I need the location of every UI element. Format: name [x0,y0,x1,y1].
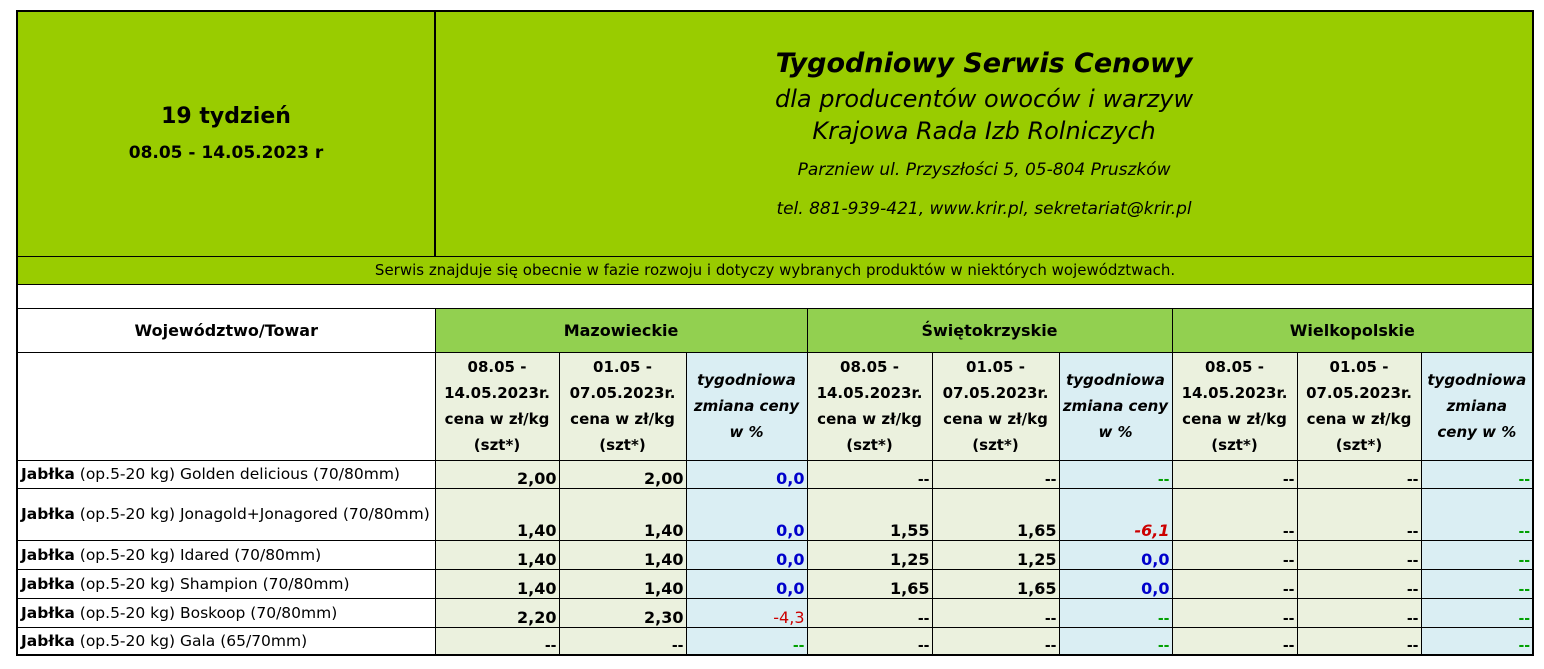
change-cell: 0,0 [686,569,807,598]
price-cell: -- [1297,598,1421,627]
product-type: Jabłka [21,465,75,483]
price-cell: 1,40 [559,540,686,569]
change-cell: -- [1059,598,1172,627]
price-cell: -- [1297,460,1421,488]
price-cell: 1,40 [559,488,686,540]
empty-header-cell [17,352,435,460]
col-weekly-change: tygodniowa zmiana ceny w % [1421,352,1533,460]
change-cell: 0,0 [686,540,807,569]
product-description: (op.5-20 kg) Gala (65/70mm) [74,631,308,650]
change-cell: -- [1421,569,1533,598]
table-row [17,488,1533,540]
price-rows [17,460,1533,655]
change-cell: -- [1421,540,1533,569]
product-description: (op.5-20 kg) Idared (70/80mm) [74,545,322,564]
price-cell: 1,40 [435,488,559,540]
price-cell: 1,40 [435,540,559,569]
title-block [435,11,1533,256]
price-cell: -- [1297,569,1421,598]
price-cell: -- [1172,627,1297,655]
week-dates: 08.05 - 14.05.2023 r [128,143,324,164]
price-cell: 1,65 [932,569,1059,598]
region-header-wielkopolskie: Wielkopolskie [1172,308,1533,352]
price-cell: 1,55 [807,488,932,540]
col-previous-price: 01.05 - 07.05.2023r. cena w zł/kg (szt*) [1297,352,1421,460]
price-cell: 2,30 [559,598,686,627]
organization-name: Krajowa Rada Izb Rolniczych [812,117,1156,146]
price-cell: 1,65 [932,488,1059,540]
price-cell: -- [807,598,932,627]
price-table [16,10,1534,656]
change-cell: -- [1059,460,1172,488]
service-subtitle: dla producentów owoców i warzyw [775,84,1194,113]
price-cell: -- [932,598,1059,627]
col-current-price: 08.05 - 14.05.2023r. cena w zł/kg (szt*) [435,352,559,460]
column-header-row [17,352,1533,460]
development-note: Serwis znajduje się obecnie w fazie rozwoju i dotyczy wybranych produktów w niektórych województwach. [17,256,1533,284]
product-description: (op.5-20 kg) Shampion (70/80mm) [74,574,350,593]
price-cell: 2,00 [559,460,686,488]
address: Parzniew ul. Przyszłości 5, 05-804 Pruszków [797,160,1171,181]
table-row [17,569,1533,598]
price-cell: -- [1297,540,1421,569]
price-cell: -- [1172,488,1297,540]
corner-label: Województwo/Towar [17,308,435,352]
col-weekly-change: tygodniowa zmiana ceny w % [1059,352,1172,460]
product-description: (op.5-20 kg) Golden delicious (70/80mm) [74,465,400,483]
change-cell: 0,0 [686,460,807,488]
product-type: Jabłka [21,505,75,523]
table-row [17,540,1533,569]
change-cell: -- [1421,460,1533,488]
price-cell: -- [435,627,559,655]
col-weekly-change: tygodniowa zmiana ceny w % [686,352,807,460]
price-cell: -- [807,460,932,488]
product-description: (op.5-20 kg) Jonagold+Jonagored (70/80mm) [74,505,430,523]
change-cell: -- [686,627,807,655]
product-name [17,627,435,655]
product-description: (op.5-20 kg) Boskoop (70/80mm) [74,603,338,622]
table-row [17,627,1533,655]
product-name [17,598,435,627]
change-cell: -- [1421,627,1533,655]
price-service-sheet [16,10,1532,656]
price-cell: -- [1297,488,1421,540]
change-cell: -- [1421,488,1533,540]
table-row [17,460,1533,488]
change-cell: -- [1421,598,1533,627]
week-label: 19 tydzień [161,104,291,130]
region-header-swietokrzyskie: Świętokrzyskie [807,308,1172,352]
contact-info: tel. 881-939-421, www.krir.pl, sekretariat@krir.pl [776,199,1192,220]
price-cell: 2,20 [435,598,559,627]
change-cell: -4,3 [686,598,807,627]
week-cell [17,11,435,256]
change-cell: 0,0 [1059,569,1172,598]
price-cell: -- [807,627,932,655]
change-cell: 0,0 [686,488,807,540]
product-type: Jabłka [21,545,75,564]
change-cell: 0,0 [1059,540,1172,569]
price-cell: -- [1172,598,1297,627]
col-previous-price: 01.05 - 07.05.2023r. cena w zł/kg (szt*) [559,352,686,460]
price-cell: -- [932,627,1059,655]
price-cell: 1,25 [932,540,1059,569]
price-cell: -- [1172,460,1297,488]
product-name [17,569,435,598]
service-title: Tygodniowy Serwis Cenowy [775,48,1193,80]
product-type: Jabłka [21,631,75,650]
change-cell: -- [1059,627,1172,655]
product-name [17,460,435,488]
table-row [17,598,1533,627]
col-current-price: 08.05 - 14.05.2023r. cena w zł/kg (szt*) [807,352,932,460]
product-name [17,488,435,540]
price-cell: -- [932,460,1059,488]
price-cell: 1,40 [435,569,559,598]
product-type: Jabłka [21,574,75,593]
product-name [17,540,435,569]
price-cell: -- [559,627,686,655]
col-current-price: 08.05 - 14.05.2023r. cena w zł/kg (szt*) [1172,352,1297,460]
col-previous-price: 01.05 - 07.05.2023r. cena w zł/kg (szt*) [932,352,1059,460]
price-cell: 1,25 [807,540,932,569]
price-cell: -- [1172,540,1297,569]
price-cell: 1,65 [807,569,932,598]
region-header-mazowieckie: Mazowieckie [435,308,807,352]
change-cell: -6,1 [1059,488,1172,540]
price-cell: 2,00 [435,460,559,488]
product-type: Jabłka [21,603,75,622]
price-cell: 1,40 [559,569,686,598]
price-cell: -- [1172,569,1297,598]
price-cell: -- [1297,627,1421,655]
spacer-row [17,284,1533,308]
